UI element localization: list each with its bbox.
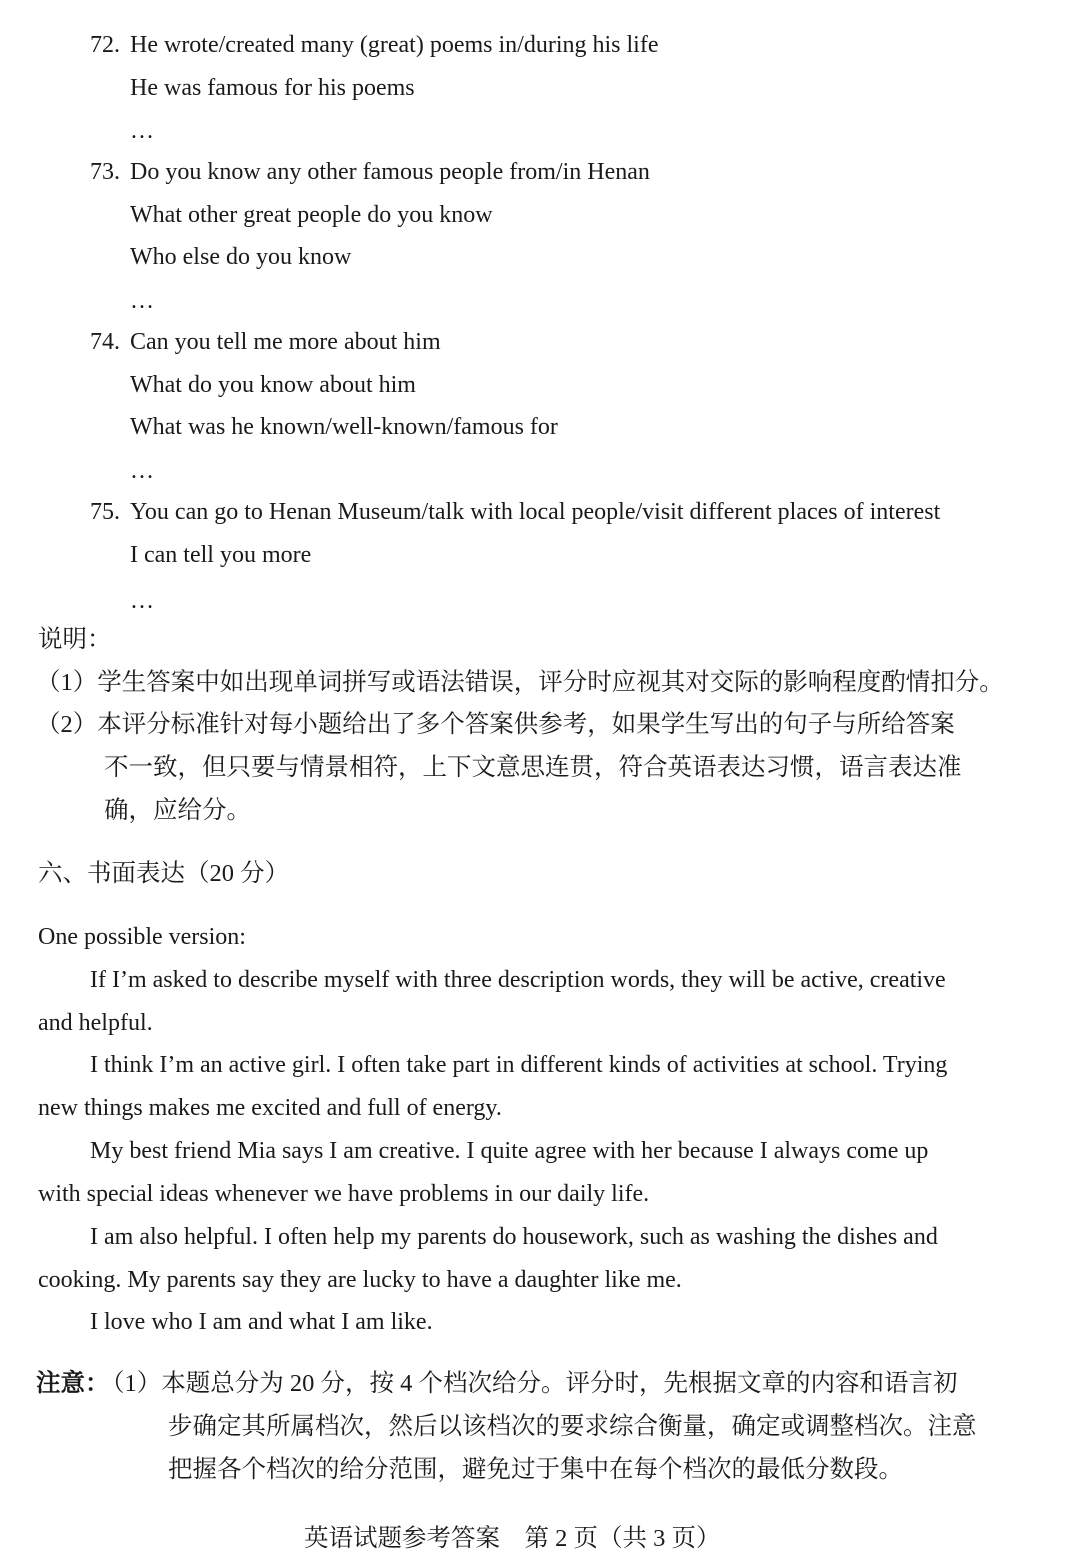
notes-item-2-line-2: 不一致，但只要与情景相符，上下文意思连贯，符合英语表达习惯，语言表达准 [104, 754, 962, 781]
attention-line-2: 步确定其所属档次，然后以该档次的要求综合衡量，确定或调整档次。注意 [168, 1413, 977, 1440]
essay-line: I think I’m an active girl. I often take part in different kinds of activities at school. Trying [90, 1052, 948, 1078]
attention-line-1: （1）本题总分为 20 分，按 4 个档次给分。评分时，先根据文章的内容和语言初 [100, 1370, 958, 1397]
essay-line: new things makes me excited and full of energy. [38, 1095, 502, 1121]
essay-line: If I’m asked to describe myself with three description words, they will be active, creative [90, 967, 946, 993]
answer-72-line-1: He wrote/created many (great) poems in/during his life [130, 32, 659, 58]
notes-item-2-line-3: 确，应给分。 [104, 797, 251, 824]
essay-line: I love who I am and what I am like. [90, 1309, 433, 1335]
page-footer: 英语试题参考答案 第 2 页（共 3 页） [304, 1525, 721, 1552]
answer-75-line-2: I can tell you more [130, 542, 312, 568]
essay-line: My best friend Mia says I am creative. I quite agree with her because I always come up [90, 1138, 929, 1164]
notes-heading: 说明： [38, 626, 112, 653]
attention-label: 注意： [36, 1370, 110, 1397]
answer-75-line-1: You can go to Henan Museum/talk with local people/visit different places of interest [130, 499, 941, 525]
essay-line: cooking. My parents say they are lucky to have a daughter like me. [38, 1267, 682, 1293]
answer-number-73: 73. [90, 159, 120, 185]
answer-73-ellipsis: … [130, 288, 155, 314]
essay-line: and helpful. [38, 1010, 153, 1036]
answer-74-line-1: Can you tell me more about him [130, 329, 441, 355]
notes-item-2-line-1: （2）本评分标准针对每小题给出了多个答案供参考，如果学生写出的句子与所给答案 [36, 711, 955, 738]
answer-73-line-1: Do you know any other famous people from/in Henan [130, 159, 650, 185]
answer-number-75: 75. [90, 499, 120, 525]
attention-line-3: 把握各个档次的给分范围，避免过于集中在每个档次的最低分数段。 [168, 1456, 903, 1483]
answer-73-line-2: What other great people do you know [130, 202, 493, 228]
notes-item-1: （1）学生答案中如出现单词拼写或语法错误，评分时应视其对交际的影响程度酌情扣分。 [36, 669, 1004, 696]
essay-line: I am also helpful. I often help my parents do housework, such as washing the dishes and [90, 1224, 938, 1250]
answer-74-ellipsis: … [130, 458, 155, 484]
essay-intro: One possible version: [38, 924, 246, 950]
answer-73-line-3: Who else do you know [130, 244, 352, 270]
answer-74-line-3: What was he known/well-known/famous for [130, 414, 558, 440]
answer-72-ellipsis: … [130, 118, 155, 144]
section-6-heading: 六、书面表达（20 分） [38, 860, 290, 887]
essay-line: with special ideas whenever we have problems in our daily life. [38, 1181, 650, 1207]
answer-74-line-2: What do you know about him [130, 372, 416, 398]
answer-72-line-2: He was famous for his poems [130, 75, 415, 101]
answer-75-ellipsis: … [130, 588, 155, 614]
answer-number-74: 74. [90, 329, 120, 355]
answer-number-72: 72. [90, 32, 120, 58]
